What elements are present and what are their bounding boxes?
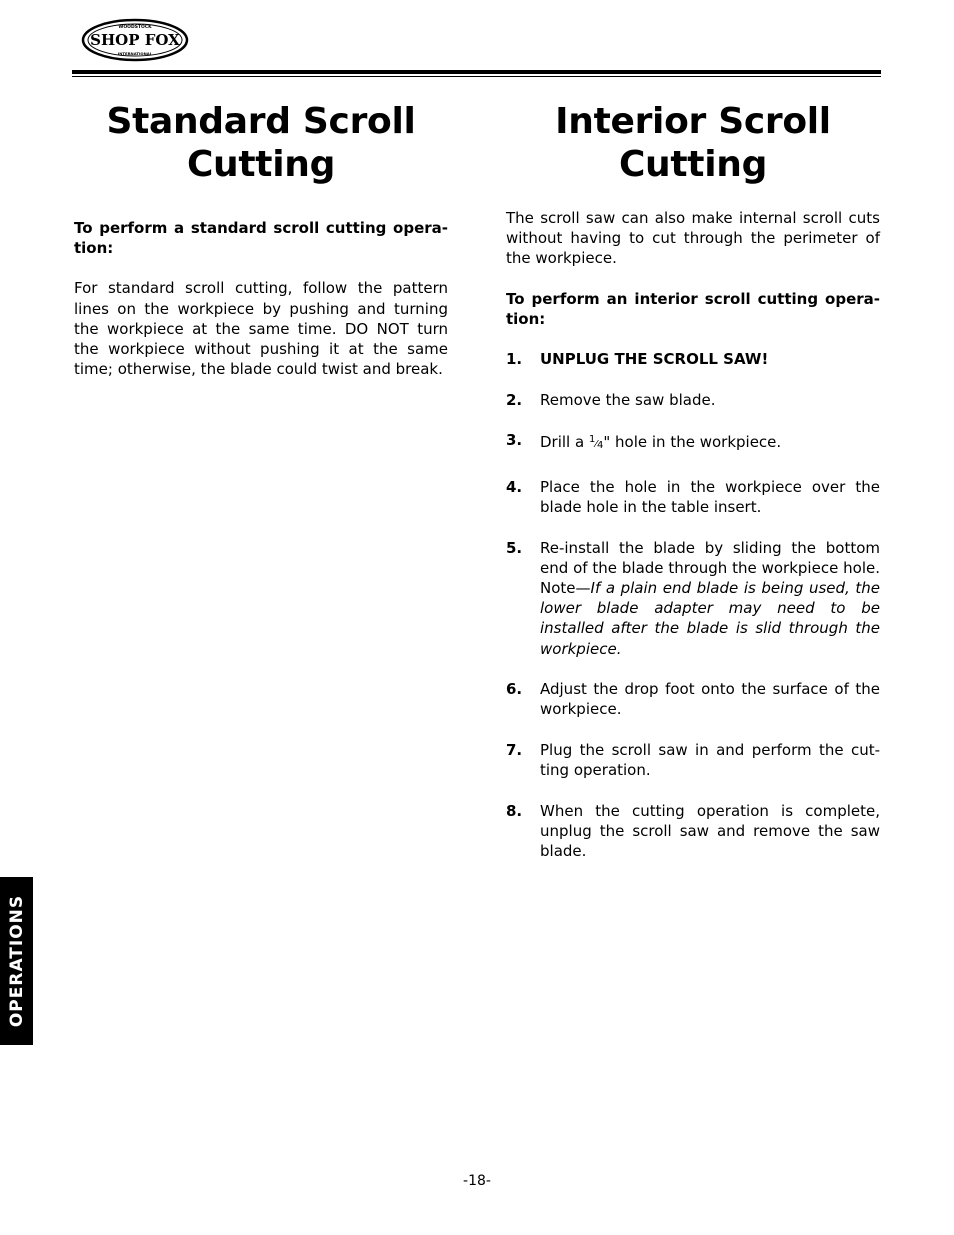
logo-text: SHOP FOX [90,31,180,49]
step-item [506,538,880,659]
interior-intro: The scroll saw can also make internal scroll cuts without having to cut through the perimeter of the workpiece. [506,209,880,268]
step-number: 7. [506,741,523,759]
step-text: Place the hole in the workpiece over the blade hole in the table insert. [540,477,880,516]
standard-scroll-section [74,100,448,399]
step-number: 1. [506,350,523,369]
fraction-denominator: 4 [597,440,604,452]
logo-arc-bottom: INTERNATIONAL [117,51,153,56]
header-rule-thin [72,76,881,77]
section-side-tab [0,877,33,1045]
step-number: 5. [506,538,523,557]
fraction [588,434,604,452]
page-number: -18- [463,1173,491,1189]
side-tab-label: OPERATIONS [6,894,27,1028]
step-number: 8. [506,801,523,820]
standard-body: For standard scroll cutting, follow the pattern lines on the workpiece by pushing and turning the workpiece at the same time. DO NOT turn the workpiece without pushing it at the same time; otherwise, the blade could twist and break. [74,279,448,379]
step-number: 2. [506,390,523,409]
step-text: Adjust the drop foot onto the surface of the workpiece. [540,680,880,719]
standard-intro: To perform a standard scroll cutting opera-tion: [74,219,448,258]
step-text-before: Drill a [540,433,589,452]
step-item [506,740,880,780]
header-rule [72,70,881,74]
fraction-numerator: 1 [588,434,596,446]
step-item [506,390,880,410]
step-text-after: " hole in the workpiece. [603,433,782,452]
step-item [506,679,880,719]
step-item [506,801,880,862]
fraction-slash: ⁄ [595,439,597,451]
step-text: UNPLUG THE SCROLL SAW! [540,350,769,369]
step-item [506,477,880,517]
interior-lead: To perform an interior scroll cutting opera-tion: [506,289,880,328]
step-text: When the cutting operation is complete, unplug the scroll saw and remove the saw blade. [540,801,880,861]
interior-scroll-section [506,100,880,882]
step-item [506,349,880,369]
step-text: Plug the scroll saw in and perform the cut-ting operation. [540,741,880,780]
logo-arc-top: WOODSTOCK [118,25,152,30]
step-text: Remove the saw blade. [540,390,716,409]
step-note: If a plain end blade is being used, the lower blade adapter may need to be installed after the blade is slid through the workpiece. [540,579,880,658]
step-number: 6. [506,680,523,699]
shop-fox-logo [81,18,189,62]
step-item [506,430,880,456]
step-number: 4. [506,477,523,496]
section-title-standard: Standard Scroll Cutting [106,101,416,185]
section-title-interior: Interior Scroll Cutting [555,101,831,185]
step-number: 3. [506,431,523,450]
interior-steps [506,349,880,861]
step-text: Re-install the blade by sliding the bottom end of the blade through the workpiece hole. Note— [540,538,880,597]
